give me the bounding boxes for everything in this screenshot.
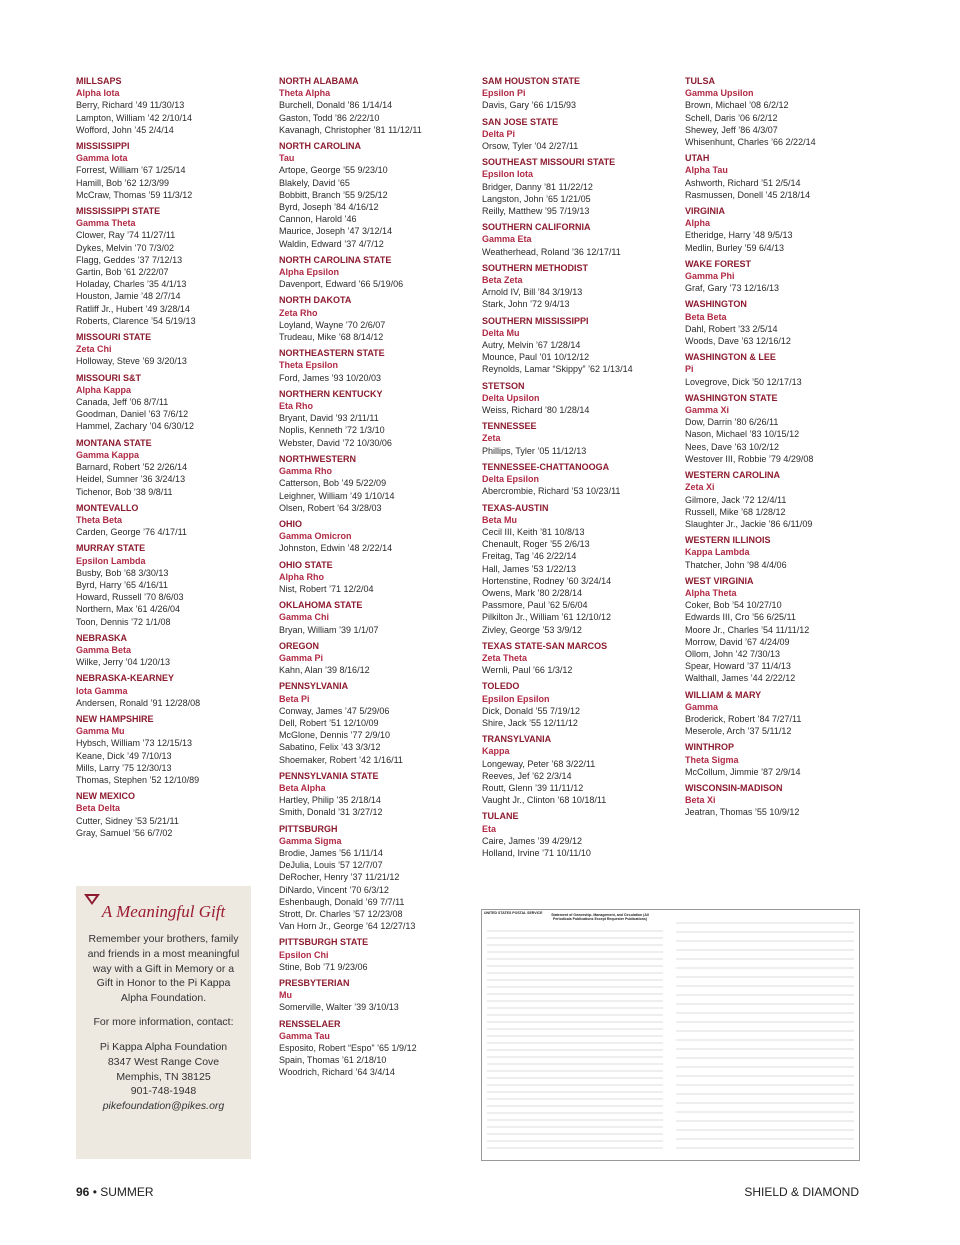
- obituary-entry: Orsow, Tyler ’04 2/27/11: [482, 141, 579, 152]
- obituary-entry: Russell, Mike ’68 1/28/12: [685, 506, 786, 517]
- chapter-name: Delta Pi: [482, 128, 516, 139]
- school-name: TEXAS STATE-SAN MARCOS: [482, 640, 608, 651]
- chapter-name: Epsilon Pi: [482, 88, 526, 99]
- obituary-entry: Noplis, Kenneth ’72 1/3/10: [279, 425, 385, 436]
- school-name: TENNESSEE-CHATTANOOGA: [482, 461, 610, 472]
- chapter-name: Gamma: [685, 701, 719, 712]
- obituary-entry: Cannon, Harold ’46: [279, 214, 357, 225]
- obituary-entry: Arnold IV, Bill ’84 3/19/13: [482, 287, 583, 298]
- gift-email-link[interactable]: pikefoundation@pikes.org: [102, 1100, 225, 1113]
- obituary-entry: Mounce, Paul ’01 10/12/12: [482, 352, 590, 363]
- obituary-entry: Passmore, Paul ’62 5/6/04: [482, 600, 588, 611]
- obituary-entry: Eshenbaugh, Donald ’69 7/7/11: [279, 896, 405, 907]
- gift-org: Pi Kappa Alpha Foundation: [99, 1041, 228, 1053]
- obituary-entry: Shire, Jack ’55 12/11/12: [482, 717, 578, 728]
- chapter-name: Beta Pi: [279, 693, 310, 704]
- chapter-name: Beta Delta: [76, 803, 121, 814]
- chapter-name: Beta Zeta: [482, 275, 523, 286]
- obituary-entry: Forrest, William ’67 1/25/14: [76, 165, 186, 176]
- gift-body: Remember your brothers, family and friends in a most meaningful way with a Gift in Memory or a Gift in Honor to the Pi Kappa Alpha Foundation.: [87, 933, 240, 1005]
- school-name: MONTANA STATE: [76, 437, 152, 448]
- obituary-entry: Gartin, Bob ’61 2/22/07: [76, 267, 169, 278]
- school-name: NORTHWESTERN: [279, 453, 356, 464]
- obituary-entry: Woodrich, Richard ’64 3/4/14: [279, 1067, 395, 1078]
- obituary-entry: Berry, Richard ’49 11/30/13: [76, 100, 185, 111]
- obituary-entry: Dykes, Melvin ’70 7/3/02: [76, 242, 175, 253]
- obituary-entry: Esposito, Robert “Espo” ’65 1/9/12: [279, 1043, 417, 1054]
- obituary-entry: Phillips, Tyler ’05 11/12/13: [482, 445, 587, 456]
- obituary-entry: Wofford, John ’45 2/4/14: [76, 124, 174, 135]
- obituary-entry: Conway, James ’47 5/29/06: [279, 705, 390, 716]
- chapter-name: Theta Sigma: [685, 754, 739, 765]
- school-name: MISSOURI S&T: [76, 372, 142, 383]
- school-name: NORTH DAKOTA: [279, 295, 352, 306]
- obituary-entry: Byrd, Harry ’65 4/16/11: [76, 579, 168, 590]
- obituary-entry: Trudeau, Mike ’68 8/14/12: [279, 332, 384, 343]
- chapter-name: Beta Mu: [482, 514, 518, 525]
- obituary-column-1: [76, 75, 266, 839]
- obituary-entry: Tichenor, Bob ’38 9/8/11: [76, 486, 173, 497]
- obituary-entry: Roberts, Clarence ’54 5/19/13: [76, 315, 196, 326]
- obituary-entry: Rasmussen, Donell ’45 2/18/14: [685, 189, 811, 200]
- chapter-name: Eta Rho: [279, 401, 314, 412]
- school-name: NEW HAMPSHIRE: [76, 713, 154, 724]
- obituary-entry: Howard, Russell ’70 8/6/03: [76, 592, 184, 603]
- obituary-entry: Hall, James ’53 1/22/13: [482, 563, 577, 574]
- usps-label: UNITED STATES POSTAL SERVICE: [484, 911, 543, 915]
- chapter-name: Gamma Mu: [76, 726, 125, 737]
- chapter-name: Eta: [482, 823, 497, 834]
- obituary-entry: DeJulia, Louis ’57 12/7/07: [279, 860, 383, 871]
- obituary-entry: Weatherhead, Roland ’36 12/17/11: [482, 246, 621, 257]
- obituary-entry: Spear, Howard ’37 11/4/13: [685, 661, 791, 672]
- chapter-name: Alpha Iota: [76, 88, 120, 99]
- school-name: NEW MEXICO: [76, 791, 136, 802]
- chapter-name: Gamma Rho: [279, 466, 333, 477]
- obituary-entry: Ollom, John ’42 7/30/13: [685, 648, 781, 659]
- obituary-entry: Burchell, Donald ’86 1/14/14: [279, 100, 393, 111]
- chapter-name: Alpha Rho: [279, 571, 324, 582]
- obituary-entry: Nason, Michael ’83 10/15/12: [685, 429, 800, 440]
- chapter-name: Epsilon Iota: [482, 169, 534, 180]
- chapter-name: Alpha Kappa: [76, 384, 132, 395]
- school-name: WESTERN ILLINOIS: [685, 535, 771, 546]
- obituary-entry: Kahn, Alan ’39 8/16/12: [279, 665, 370, 676]
- chapter-name: Zeta Theta: [482, 652, 528, 663]
- obituary-entry: Reynolds, Lamar “Skippy” ’62 1/13/14: [482, 364, 633, 375]
- obituary-entry: Freitag, Tag ’46 2/22/14: [482, 551, 577, 562]
- chapter-name: Gamma Upsilon: [685, 88, 754, 99]
- school-name: NORTH CAROLINA: [279, 141, 361, 152]
- chapter-name: Gamma Tau: [279, 1030, 330, 1041]
- school-name: OHIO STATE: [279, 559, 333, 570]
- chapter-name: Gamma Pi: [279, 652, 324, 663]
- page-footer-left: [76, 1185, 154, 1199]
- obituary-entry: Gilmore, Jack ’72 12/4/11: [685, 494, 787, 505]
- page-number: 96: [76, 1185, 90, 1199]
- obituary-entry: Barnard, Robert ’52 2/26/14: [76, 462, 188, 473]
- obituary-entry: Brown, Michael ’08 6/2/12: [685, 100, 789, 111]
- chapter-name: Pi: [685, 364, 694, 375]
- obituary-entry: Goodman, Daniel ’63 7/6/12: [76, 409, 189, 420]
- obituary-entry: Dahl, Robert ’33 2/5/14: [685, 323, 778, 334]
- obituary-entry: Edwards III, Cro ’56 6/25/11: [685, 612, 796, 623]
- obituary-entry: Bobbitt, Branch ’55 9/25/12: [279, 189, 388, 200]
- obituary-entry: Maurice, Joseph ’47 3/12/14: [279, 226, 393, 237]
- chapter-name: Gamma Beta: [76, 644, 132, 655]
- chapter-name: Epsilon Lambda: [76, 555, 146, 566]
- gift-street: 8347 West Range Cove: [107, 1055, 220, 1068]
- chapter-name: Zeta Xi: [685, 482, 715, 493]
- gift-title: A Meaningful Gift: [101, 902, 226, 921]
- chapter-name: Gamma Kappa: [76, 449, 140, 460]
- obituary-entry: Reilly, Matthew ’95 7/19/13: [482, 206, 590, 217]
- school-name: TRANSYLVANIA: [482, 734, 552, 745]
- obituary-column-4: [685, 75, 875, 819]
- chapter-name: Alpha Epsilon: [279, 267, 340, 278]
- obituary-entry: Holland, Irvine ’71 10/11/10: [482, 847, 591, 858]
- obituary-entry: Busby, Bob ’68 3/30/13: [76, 567, 169, 578]
- obituary-entry: Spain, Thomas ’61 2/18/10: [279, 1055, 387, 1066]
- obituary-entry: Canada, Jeff ’06 8/7/11: [76, 397, 169, 408]
- chapter-name: Kappa Lambda: [685, 547, 750, 558]
- obituary-entry: Moore Jr., Charles ’54 11/11/12: [685, 624, 810, 635]
- school-name: NORTHEASTERN STATE: [279, 348, 385, 359]
- obituary-entry: Reeves, Jef ’62 2/3/14: [482, 770, 572, 781]
- obituary-entry: Cutter, Sidney ’53 5/21/11: [76, 815, 179, 826]
- obituary-entry: Longeway, Peter ’68 3/22/11: [482, 758, 596, 769]
- school-name: STETSON: [482, 380, 525, 391]
- obituary-entry: Cecil III, Keith ’81 10/8/13: [482, 526, 585, 537]
- obituary-entry: Medlin, Burley ’59 6/4/13: [685, 242, 785, 253]
- obituary-entry: Langston, John ’65 1/21/05: [482, 193, 591, 204]
- obituary-entry: Artope, George ’55 9/23/10: [279, 165, 388, 176]
- chapter-name: Gamma Sigma: [279, 835, 342, 846]
- obituary-entry: Loyland, Wayne ’70 2/6/07: [279, 319, 386, 330]
- obituary-entry: Somerville, Walter ’39 3/10/13: [279, 1002, 399, 1013]
- obituary-entry: Woods, Dave ’63 12/16/12: [685, 336, 791, 347]
- school-name: WASHINGTON STATE: [685, 392, 778, 403]
- school-name: WAKE FOREST: [685, 258, 752, 269]
- chapter-name: Epsilon Chi: [279, 949, 329, 960]
- magazine-name: SHIELD & DIAMOND: [744, 1185, 859, 1199]
- chapter-name: Gamma Phi: [685, 271, 735, 282]
- school-name: OKLAHOMA STATE: [279, 600, 363, 611]
- chapter-name: Alpha Tau: [685, 165, 728, 176]
- school-name: MONTEVALLO: [76, 502, 139, 513]
- obituary-entry: Smith, Donald ’31 3/27/12: [279, 807, 383, 818]
- obituary-entry: Jeatran, Thomas ’55 10/9/12: [685, 807, 800, 818]
- obituary-entry: Walthall, James ’44 2/22/12: [685, 673, 796, 684]
- chapter-name: Theta Alpha: [279, 88, 331, 99]
- obituary-entry: Andersen, Ronald ’91 12/28/08: [76, 697, 201, 708]
- obituary-entry: Chenault, Roger ’55 2/6/13: [482, 539, 590, 550]
- obituary-entry: Hartley, Philip ’35 2/18/14: [279, 795, 381, 806]
- obituary-entry: Hammel, Zachary ’04 6/30/12: [76, 421, 195, 432]
- obituary-entry: Johnston, Edwin ’48 2/22/14: [279, 543, 393, 554]
- chapter-name: Gamma Xi: [685, 405, 730, 416]
- obituary-entry: Van Horn Jr., George ’64 12/27/13: [279, 921, 416, 932]
- obituary-entry: Davenport, Edward ’66 5/19/06: [279, 279, 404, 290]
- obituary-entry: Graf, Gary ’73 12/16/13: [685, 283, 780, 294]
- gift-phone: 901-748-1948: [130, 1085, 197, 1098]
- school-name: WILLIAM & MARY: [685, 689, 762, 700]
- obituary-entry: Bridger, Danny ’81 11/22/12: [482, 181, 593, 192]
- obituary-entry: Thomas, Stephen ’52 12/10/89: [76, 774, 200, 785]
- school-name: NORTH ALABAMA: [279, 76, 359, 86]
- school-name: PITTSBURGH: [279, 823, 338, 834]
- obituary-entry: Heidel, Sumner ’36 3/24/13: [76, 474, 186, 485]
- obituary-entry: Webster, David ’72 10/30/06: [279, 437, 392, 448]
- obituary-entry: Holloway, Steve ’69 3/20/13: [76, 356, 187, 367]
- chapter-name: Alpha Theta: [685, 587, 737, 598]
- school-name: PITTSBURGH STATE: [279, 937, 369, 948]
- meaningful-gift-box: [76, 886, 251, 1159]
- obituary-column-3: [482, 75, 672, 859]
- obituary-entry: McCollum, Jimmie ’87 2/9/14: [685, 766, 801, 777]
- obituary-entry: Ashworth, Richard ’51 2/5/14: [685, 177, 801, 188]
- chapter-name: Zeta Rho: [279, 307, 318, 318]
- obituary-entry: Carden, George ’76 4/17/11: [76, 527, 187, 538]
- school-name: WESTERN CAROLINA: [685, 470, 780, 481]
- obituary-entry: Flagg, Geddes ’37 7/12/13: [76, 254, 183, 265]
- obituary-entry: Blakely, David ’65: [279, 177, 350, 188]
- obituary-entry: DiNardo, Vincent ’70 6/3/12: [279, 884, 389, 895]
- school-name: NEBRASKA: [76, 632, 128, 643]
- obituary-entry: Keane, Dick ’49 7/10/13: [76, 750, 172, 761]
- obituary-entry: Bryant, David ’93 2/11/11: [279, 413, 379, 424]
- gift-city: Memphis, TN 38125: [116, 1070, 211, 1083]
- obituary-entry: Toon, Dennis ’72 1/1/08: [76, 616, 171, 627]
- obituary-entry: Wilke, Jerry ’04 1/20/13: [76, 657, 171, 668]
- school-name: WINTHROP: [685, 742, 734, 753]
- obituary-entry: Abercrombie, Richard ’53 10/23/11: [482, 486, 621, 497]
- footer-separator: •: [92, 1185, 97, 1199]
- obituary-entry: Shewey, Jeff ’86 4/3/07: [685, 124, 778, 135]
- obituary-entry: Owens, Mark ’80 2/28/14: [482, 587, 583, 598]
- chapter-name: Iota Gamma: [76, 685, 128, 696]
- footer-season: SUMMER: [100, 1185, 154, 1199]
- form-right-lines: [674, 913, 856, 1155]
- school-name: TEXAS-AUSTIN: [482, 502, 549, 513]
- obituary-entry: Broderick, Robert ’84 7/27/11: [685, 713, 802, 724]
- school-name: RENSSELAER: [279, 1018, 341, 1029]
- obituary-entry: DeRocher, Henry ’37 11/21/12: [279, 872, 400, 883]
- obituary-entry: Lampton, William ’42 2/10/14: [76, 112, 193, 123]
- form-right-page: [674, 913, 856, 1155]
- school-name: SOUTHERN METHODIST: [482, 262, 589, 273]
- school-name: OHIO: [279, 518, 303, 529]
- obituary-entry: Gray, Samuel ’56 6/7/02: [76, 827, 173, 838]
- obituary-entry: Houston, Jamie ’48 2/7/14: [76, 291, 181, 302]
- school-name: MISSISSIPPI STATE: [76, 206, 161, 217]
- obituary-entry: Vaught Jr., Clinton ’68 10/18/11: [482, 795, 607, 806]
- school-name: PENNSYLVANIA STATE: [279, 770, 379, 781]
- obituary-entry: Autry, Melvin ’67 1/28/14: [482, 340, 581, 351]
- obituary-entry: Wernli, Paul ’66 1/3/12: [482, 665, 573, 676]
- school-name: WASHINGTON: [685, 299, 747, 310]
- school-name: SOUTHERN MISSISSIPPI: [482, 315, 589, 326]
- school-name: SAM HOUSTON STATE: [482, 76, 581, 86]
- obituary-entry: Clower, Ray ’74 11/27/11: [76, 230, 176, 241]
- obituary-entry: Olsen, Robert ’64 3/28/03: [279, 502, 382, 513]
- obituary-entry: Weiss, Richard ’80 1/28/14: [482, 405, 590, 416]
- obituary-entry: Schell, Daris ’06 6/2/12: [685, 112, 778, 123]
- obituary-entry: Kavanagh, Christopher ’81 11/12/11: [279, 124, 422, 135]
- chapter-name: Zeta Chi: [76, 344, 112, 355]
- obituary-entry: Ratliff Jr., Hubert ’49 3/28/14: [76, 303, 190, 314]
- chapter-name: Beta Xi: [685, 795, 716, 806]
- obituary-entry: Ford, James ’93 10/20/03: [279, 372, 382, 383]
- obituary-entry: Stark, John ’72 9/4/13: [482, 299, 570, 310]
- chapter-name: Gamma Eta: [482, 234, 532, 245]
- obituary-entry: Bryan, William ’39 1/1/07: [279, 624, 379, 635]
- obituary-entry: Coker, Bob ’54 10/27/10: [685, 600, 782, 611]
- school-name: MISSOURI STATE: [76, 332, 152, 343]
- chapter-name: Gamma Omicron: [279, 531, 352, 542]
- obituary-entry: Brodie, James ’56 1/11/14: [279, 847, 383, 858]
- school-name: MURRAY STATE: [76, 543, 146, 554]
- obituary-entry: Mills, Larry ’75 12/30/13: [76, 762, 172, 773]
- obituary-entry: Holaday, Charles ’35 4/1/13: [76, 279, 187, 290]
- obituary-entry: Nees, Dave ’63 10/2/12: [685, 441, 780, 452]
- school-name: PRESBYTERIAN: [279, 978, 350, 989]
- school-name: WISCONSIN-MADISON: [685, 782, 783, 793]
- obituary-entry: Dow, Darrin ’80 6/26/11: [685, 417, 779, 428]
- school-name: UTAH: [685, 153, 710, 164]
- chapter-name: Mu: [279, 990, 292, 1001]
- obituary-entry: Dell, Robert ’51 12/10/09: [279, 717, 379, 728]
- chapter-name: Kappa: [482, 746, 510, 757]
- school-name: VIRGINIA: [685, 206, 726, 217]
- obituary-entry: Shoemaker, Robert ’42 1/16/11: [279, 754, 403, 765]
- chapter-name: Gamma Iota: [76, 153, 128, 164]
- chapter-name: Gamma Theta: [76, 218, 136, 229]
- school-name: SOUTHERN CALIFORNIA: [482, 222, 591, 233]
- obituary-entry: Catterson, Bob ’49 5/22/09: [279, 478, 387, 489]
- chapter-name: Zeta: [482, 433, 501, 444]
- obituary-entry: Sabatino, Felix ’43 3/3/12: [279, 742, 381, 753]
- obituary-entry: Morrow, David ’67 4/24/09: [685, 636, 790, 647]
- obituary-entry: Thatcher, John ’98 4/4/06: [685, 559, 787, 570]
- obituary-entry: Byrd, Joseph ’84 4/16/12: [279, 202, 379, 213]
- chapter-name: Delta Upsilon: [482, 392, 540, 403]
- form-left-lines: [485, 921, 665, 1153]
- obituary-entry: Stine, Bob ’71 9/23/06: [279, 961, 368, 972]
- obituary-entry: Etheridge, Harry ’48 9/5/13: [685, 230, 793, 241]
- obituary-entry: Strott, Dr. Charles ’57 12/23/08: [279, 909, 403, 919]
- obituary-entry: McGlone, Dennis ’77 2/9/10: [279, 730, 391, 741]
- gift-contact-label: For more information, contact:: [93, 1016, 234, 1028]
- obituary-entry: Lovegrove, Dick ’50 12/17/13: [685, 376, 802, 387]
- chapter-name: Theta Beta: [76, 514, 123, 525]
- chapter-name: Tau: [279, 153, 295, 164]
- obituary-entry: Slaughter Jr., Jackie ’86 6/11/09: [685, 518, 813, 529]
- obituary-entry: Northern, Max ’61 4/26/04: [76, 604, 181, 615]
- obituary-entry: Caire, James ’39 4/29/12: [482, 835, 583, 846]
- obituary-entry: Davis, Gary ’66 1/15/93: [482, 100, 577, 111]
- obituary-entry: Westover III, Robbie ’79 4/29/08: [685, 453, 814, 464]
- obituary-entry: Hamill, Bob ’62 12/3/99: [76, 177, 170, 188]
- school-name: SOUTHEAST MISSOURI STATE: [482, 157, 616, 168]
- school-name: TOLEDO: [482, 681, 520, 692]
- school-name: NORTHERN KENTUCKY: [279, 388, 383, 399]
- school-name: TULSA: [685, 76, 715, 86]
- chapter-name: Beta Alpha: [279, 782, 326, 793]
- school-name: TULANE: [482, 811, 519, 822]
- obituary-entry: Hortenstine, Rodney ’60 3/24/14: [482, 575, 612, 586]
- form-title: Statement of Ownership, Management, and Circulation (All Periodicals Publications Except Requester Publications): [551, 913, 649, 921]
- gift-address: [76, 1040, 251, 1114]
- chapter-name: Beta Beta: [685, 311, 727, 322]
- chapter-name: Gamma Chi: [279, 612, 330, 623]
- school-name: PENNSYLVANIA: [279, 681, 349, 692]
- school-name: WEST VIRGINIA: [685, 575, 754, 586]
- school-name: NORTH CAROLINA STATE: [279, 254, 392, 265]
- obituary-entry: Dick, Donald ’55 7/19/12: [482, 705, 581, 716]
- obituary-column-2: [279, 75, 469, 1079]
- school-name: WASHINGTON & LEE: [685, 352, 776, 363]
- school-name: SAN JOSE STATE: [482, 116, 559, 127]
- school-name: OREGON: [279, 640, 320, 651]
- obituary-entry: Pilkilton Jr., William ’61 12/10/12: [482, 612, 612, 623]
- chapter-name: Epsilon Epsilon: [482, 693, 550, 704]
- obituary-entry: Leighner, William ’49 1/10/14: [279, 490, 395, 501]
- obituary-entry: Nist, Robert ’71 12/2/04: [279, 583, 374, 594]
- chapter-name: Theta Epsilon: [279, 360, 339, 371]
- school-name: MISSISSIPPI: [76, 141, 130, 152]
- obituary-entry: McCraw, Thomas ’59 11/3/12: [76, 189, 193, 200]
- chapter-name: Delta Mu: [482, 327, 520, 338]
- obituary-entry: Whisenhunt, Charles ’66 2/22/14: [685, 137, 816, 148]
- obituary-entry: Waldin, Edward ’37 4/7/12: [279, 238, 384, 249]
- school-name: TENNESSEE: [482, 421, 537, 432]
- obituary-entry: Hybsch, William ’73 12/15/13: [76, 738, 193, 749]
- postal-statement-form-image: [481, 909, 860, 1161]
- school-name: NEBRASKA-KEARNEY: [76, 673, 175, 684]
- obituary-entry: Routt, Glenn ’39 11/11/12: [482, 782, 584, 793]
- obituary-entry: Gaston, Todd ’86 2/22/10: [279, 112, 380, 123]
- obituary-entry: Zivley, George ’53 3/9/12: [482, 624, 582, 635]
- chapter-name: Delta Epsilon: [482, 474, 540, 485]
- form-left-page: [485, 913, 665, 1155]
- school-name: MILLSAPS: [76, 76, 122, 86]
- chapter-name: Alpha: [685, 218, 711, 229]
- obituary-entry: Meserole, Arch ’37 5/11/12: [685, 726, 792, 737]
